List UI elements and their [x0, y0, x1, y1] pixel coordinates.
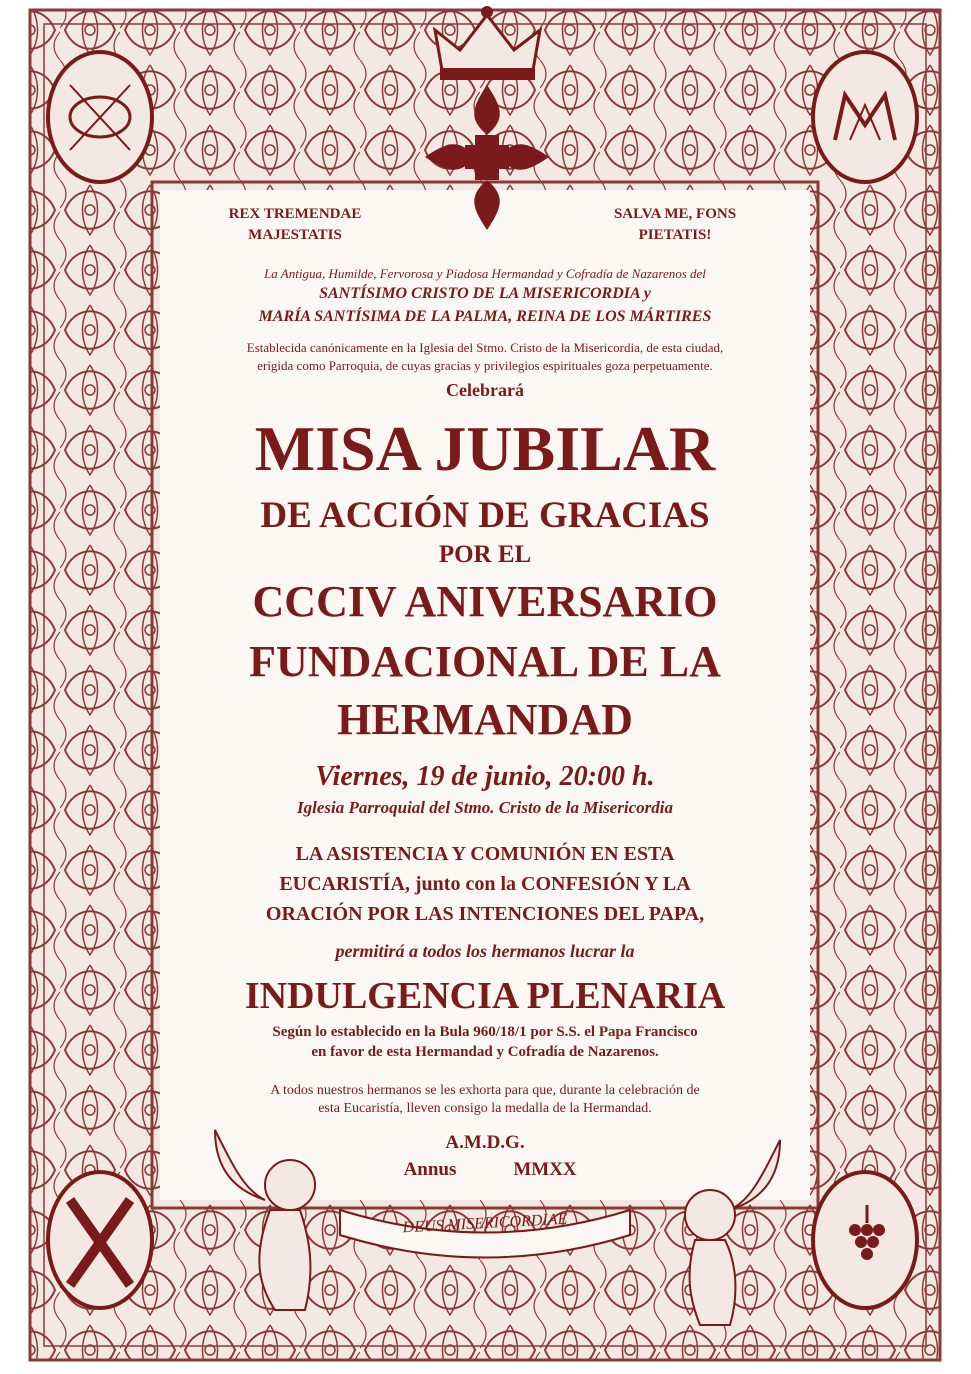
indulgence-line2: EUCARISTÍA, junto con la CONFESIÓN Y LA [279, 873, 691, 895]
crown-of-thorns-icon [40, 45, 160, 190]
right-motto-line: SALVA ME, FONS [613, 206, 737, 222]
right-motto [570, 204, 780, 246]
indulgence-line4: permitirá a todos los hermanos lucrar la [335, 941, 635, 961]
crown-and-cross [400, 0, 575, 245]
brotherhood-line1: La Antigua, Humilde, Fervorosa y Piadosa Hermandad y Cofradía de Nazarenos del [264, 266, 706, 281]
right-motto-line: PIETATIS! [638, 227, 712, 243]
establishment-line2: erigida como Parroquia, de cuyas gracias y privilegios espirituales goza perpetuamente. [257, 358, 713, 373]
main-title: MISA JUBILAR [254, 413, 716, 484]
brotherhood-line3: MARÍA SANTÍSIMA DE LA PALMA, REINA DE LOS MÁRTIRES [258, 308, 712, 325]
left-motto-line: MAJESTATIS [248, 227, 342, 243]
celebrara: Celebrará [446, 380, 524, 400]
calatrava-cross-icon [425, 85, 549, 230]
por-el: POR EL [438, 541, 532, 568]
anniversary-line2: FUNDACIONAL DE LA [249, 637, 721, 686]
crown-icon [435, 6, 540, 80]
grapes-icon [805, 1165, 925, 1315]
left-motto-line: REX TREMENDAE [228, 206, 362, 222]
establishment-line1: Establecida canónicamente en la Iglesia del Stmo. Cristo de la Misericordia, de esta ciudad, [246, 340, 724, 355]
left-motto [190, 204, 400, 246]
crossed-cross-icon [40, 1165, 160, 1315]
indulgence-title: INDULGENCIA PLENARIA [244, 975, 726, 1017]
bula-line2: en favor de esta Hermandad y Cofradía de Nazarenos. [311, 1044, 659, 1060]
bula-line1: Según lo establecido en la Bula 960/18/1 por S.S. el Papa Francisco [272, 1024, 698, 1040]
cherub-icon [215, 1130, 315, 1310]
anniversary-line1: CCCIV ANIVERSARIO [252, 577, 718, 626]
exhort-line1: A todos nuestros hermanos se les exhorta para que, durante la celebración de [270, 1083, 700, 1098]
indulgence-line1: LA ASISTENCIA Y COMUNIÓN EN ESTA [295, 843, 675, 865]
banner-text: DEUS MISERICORDIAE [402, 1210, 568, 1237]
event-date: Viernes, 19 de junio, 20:00 h. [315, 761, 655, 792]
anniversary-line3: HERMANDAD [337, 695, 633, 744]
event-place: Iglesia Parroquial del Stmo. Cristo de la Misericordia [297, 798, 673, 817]
year: MMXX [513, 1159, 577, 1180]
marian-monogram-icon [805, 45, 925, 190]
exhort-line2: esta Eucaristía, lleven consigo la medalla de la Hermandad. [318, 1101, 652, 1116]
brotherhood-line2: SANTÍSIMO CRISTO DE LA MISERICORDIA y [319, 285, 651, 302]
amdg: A.M.D.G. [445, 1132, 525, 1153]
indulgence-line3: ORACIÓN POR LAS INTENCIONES DEL PAPA, [265, 903, 705, 925]
annus: Annus [403, 1159, 457, 1180]
cherub-icon [685, 1140, 780, 1325]
subtitle: DE ACCIÓN DE GRACIAS [260, 495, 710, 536]
